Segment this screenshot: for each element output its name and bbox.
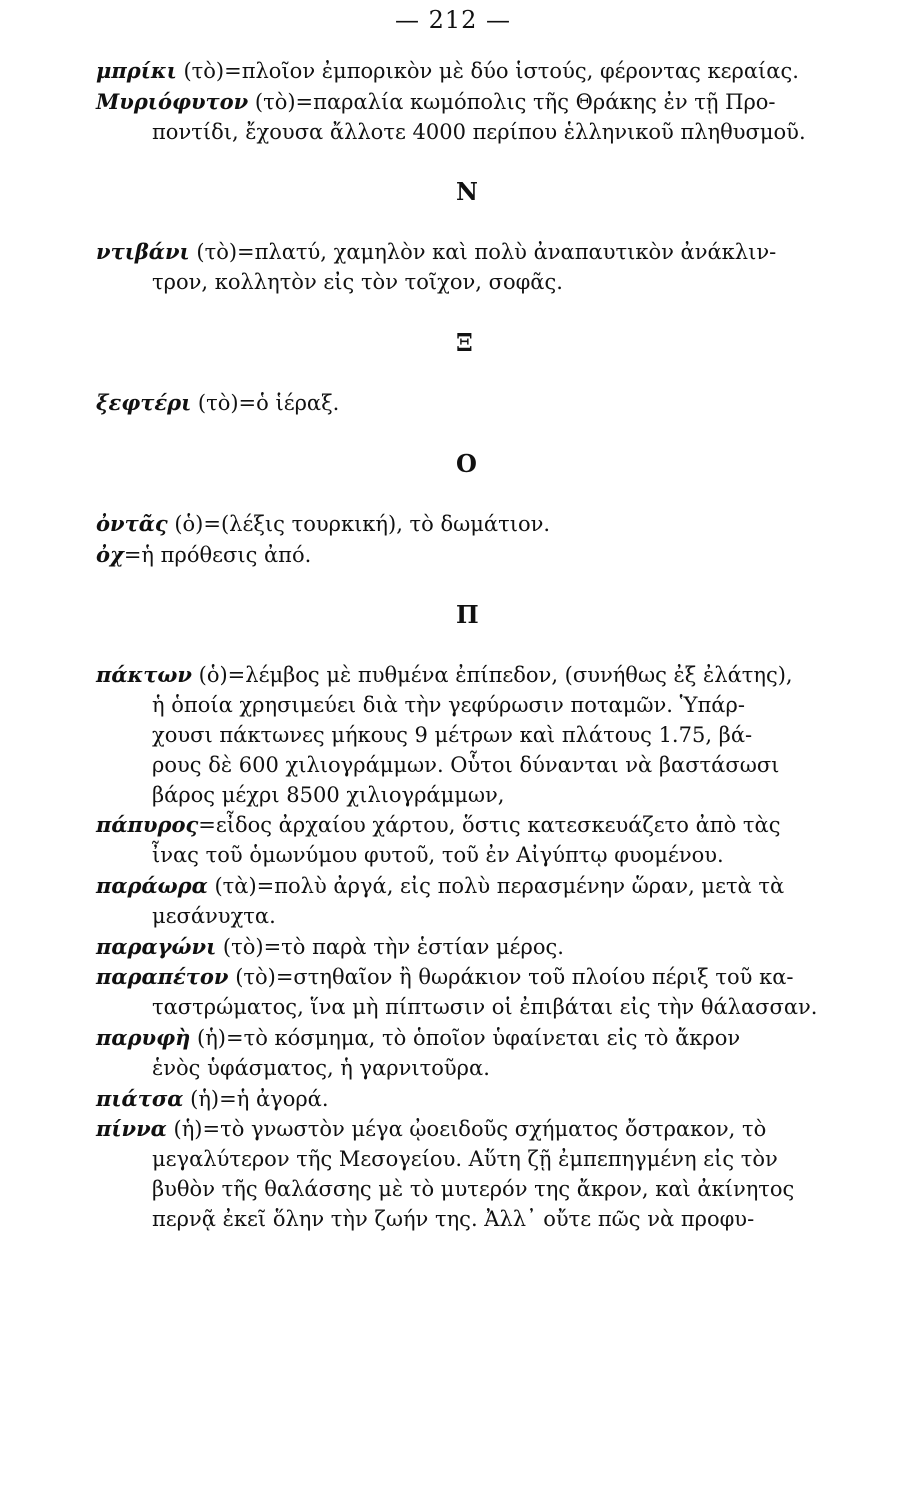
definition-continuation: ρους δὲ 600 χιλιογράμμων. Οὗτοι δύνανται νὰ βαστάσωσι [152, 752, 780, 777]
definition-text: (τὸ)=στηθαῖον ἢ θωράκιον τοῦ πλοίου πέριξ τοῦ κα- [228, 965, 794, 990]
definition-continuation: χουσι πάκτωνες μήκους 9 μέτρων καὶ πλάτους 1.75, βά- [152, 722, 753, 747]
definition-text: (τὰ)=πολὺ ἀργά, εἰς πολὺ περασμένην ὥραν, μετὰ τὰ [207, 873, 785, 898]
dictionary-entry [96, 810, 844, 871]
definition-text: (ἡ)=τὸ κόσμημα, τὸ ὁποῖον ὑφαίνεται εἰς τὸ ἄκρον [190, 1025, 741, 1050]
headword: παράωρα [96, 872, 208, 898]
definition-continuation: ποντίδι, ἔχουσα ἄλλοτε 4000 περίπου ἑλληνικοῦ πληθυσμοῦ. [152, 119, 806, 144]
headword: πάπυρος [96, 812, 199, 838]
headword: πάκτων [96, 662, 192, 688]
dictionary-entry [96, 932, 844, 963]
headword: πίννα [96, 1116, 167, 1142]
dictionary-entry [96, 87, 844, 148]
definition-text: (τὸ)=παραλία κωμόπολις τῆς Θράκης ἐν τῇ Προ- [248, 89, 776, 114]
definition-continuation: μεγαλύτερον τῆς Μεσογείου. Αὕτη ζῇ ἐμπεπηγμένη εἰς τὸν [152, 1147, 778, 1172]
definition-text: (ὁ)=λέμβος μὲ πυθμένα ἐπίπεδον, (συνήθως ἐξ ἐλάτης), [191, 663, 793, 688]
dictionary-entry [96, 237, 844, 298]
dictionary-text [96, 56, 844, 1235]
dictionary-entry [96, 1023, 844, 1084]
dictionary-entry [96, 1114, 844, 1234]
headword: παραγώνι [96, 933, 217, 959]
headword: πιάτσα [96, 1085, 184, 1111]
definition-text: (τὸ)=πλοῖον ἐμπορικὸν μὲ δύο ἱστούς, φέροντας κεραίας. [176, 59, 799, 83]
section-letter: Π [456, 600, 479, 630]
definition-continuation: βυθὸν τῆς θαλάσσης μὲ τὸ μυτερόν της ἄκρον, καὶ ἀκίνητος [152, 1176, 795, 1201]
definition-text: (τὸ)=τὸ παρὰ τὴν ἑστίαν μέρος. [216, 934, 564, 959]
dictionary-entry [96, 56, 844, 87]
dictionary-entry [96, 1084, 844, 1115]
headword: ὀντᾶς [96, 510, 168, 536]
dictionary-entry [96, 660, 844, 810]
definition-text: (ἡ)=τὸ γνωστὸν μέγα ᾠοειδοῦς σχήματος ὄστρακον, τὸ [166, 1117, 767, 1142]
dictionary-entry [96, 871, 844, 932]
page-number: — 212 — [394, 6, 512, 34]
headword: ξεφτέρι [96, 389, 192, 415]
headword: Μυριόφυτον [96, 88, 249, 114]
definition-text: =εἶδος ἀρχαίου χάρτου, ὅστις κατεσκευάζετο ἀπὸ τὰς [198, 813, 781, 838]
section-letter: Ο [456, 448, 477, 478]
definition-text: =ἡ πρόθεσις ἀπό. [123, 542, 312, 567]
headword: παραπέτον [96, 964, 229, 990]
definition-text: (ὁ)=(λέξις τουρκική), τὸ δωμάτιον. [167, 511, 551, 536]
dictionary-entry [96, 962, 844, 1023]
dictionary-entry [96, 388, 844, 419]
definition-continuation: περνᾷ ἐκεῖ ὅλην τὴν ζωήν της. Ἀλλ᾽ οὔτε πῶς νὰ προφυ- [152, 1206, 755, 1231]
definition-continuation: ἡ ὁποία χρησιμεύει διὰ τὴν γεφύρωσιν ποταμῶν. Ὑπάρ- [152, 693, 745, 718]
definition-text: (τὸ)=πλατύ, χαμηλὸν καὶ πολὺ ἀναπαυτικὸν ἀνάκλιν- [189, 240, 777, 265]
section-letter: Ν [456, 177, 478, 207]
definition-text: (ἡ)=ἡ ἀγορά. [183, 1086, 329, 1111]
definition-continuation: βάρος μέχρι 8500 χιλιογράμμων, [152, 782, 505, 807]
definition-continuation: ἶνας τοῦ ὁμωνύμου φυτοῦ, τοῦ ἐν Αἰγύπτῳ φυομένου. [152, 843, 724, 868]
headword: παρυφὴ [96, 1024, 191, 1050]
dictionary-entry [96, 509, 844, 540]
section-letter: Ξ [456, 327, 473, 357]
dictionary-entry [96, 540, 844, 571]
definition-continuation: ταστρώματος, ἵνα μὴ πίπτωσιν οἱ ἐπιβάται εἰς τὴν θάλασσαν. [152, 995, 818, 1020]
definition-text: (τὸ)=ὁ ἱέραξ. [191, 390, 340, 415]
definition-continuation: μεσάνυχτα. [152, 903, 276, 928]
definition-continuation: ἑνὸς ὑφάσματος, ἡ γαρνιτοῦρα. [152, 1055, 490, 1080]
headword: ντιβάνι [96, 239, 190, 265]
definition-continuation: τρον, κολλητὸν εἰς τὸν τοῖχον, σοφᾶς. [152, 270, 563, 295]
headword: μπρίκι [96, 58, 177, 83]
headword: ὀχ [96, 541, 124, 567]
